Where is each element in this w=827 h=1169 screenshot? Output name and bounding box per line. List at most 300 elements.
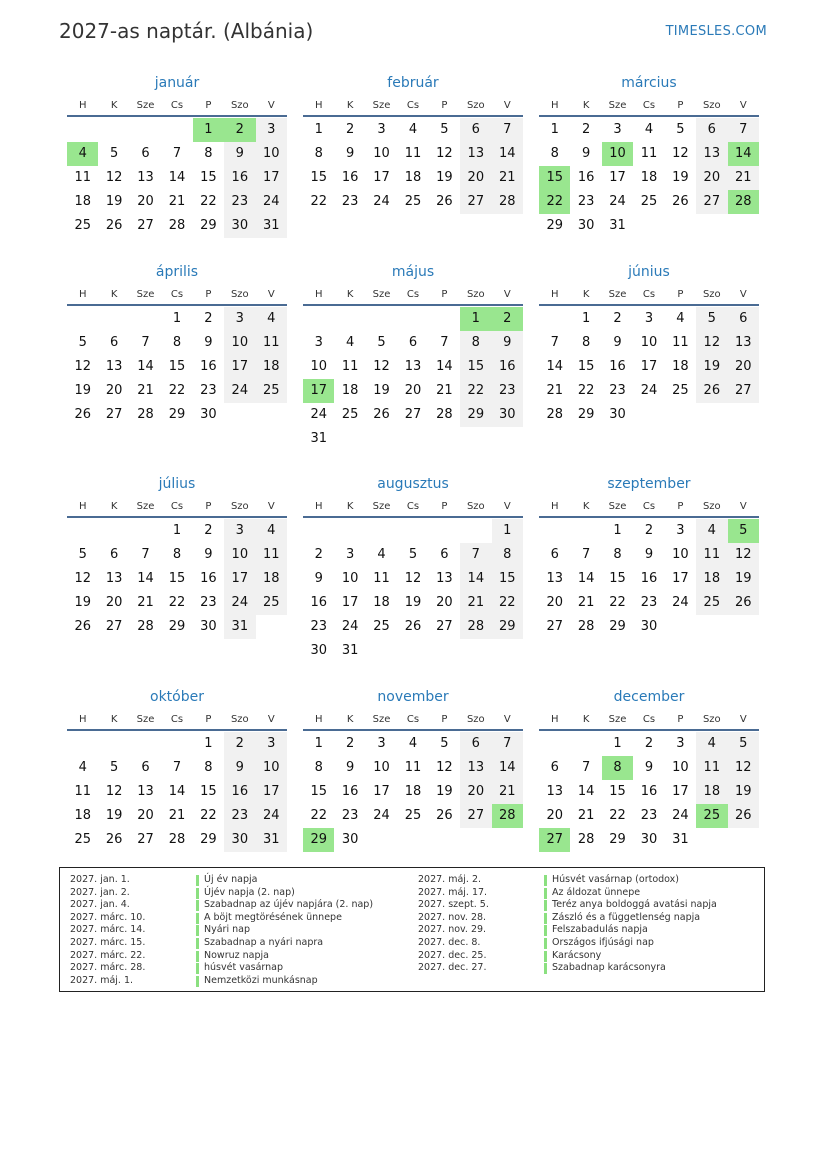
day-cell: 9: [204, 547, 213, 562]
empty-cell: [161, 118, 192, 142]
weekday-label: Cs: [642, 501, 656, 512]
weekday-label: K: [346, 289, 354, 300]
day-cell: 29: [168, 619, 186, 634]
weekday-label: Sze: [136, 100, 155, 111]
day-cell: 8: [204, 146, 213, 161]
day-cell: 29: [492, 615, 523, 639]
day-cell: 4: [408, 122, 418, 137]
day-cell: 13: [436, 571, 453, 586]
legend-holiday-name: Teréz anya boldoggá avatási napja: [552, 899, 717, 911]
empty-cell: [334, 307, 365, 331]
empty-cell: [366, 307, 397, 331]
weekday-label: V: [739, 714, 747, 725]
day-cell: 29: [200, 218, 217, 233]
legend-holiday-name: Nowruz napja: [204, 949, 269, 961]
day-cell: 31: [256, 828, 287, 852]
day-cell: 7: [172, 146, 182, 161]
day-cell: 21: [546, 383, 563, 398]
day-cell: 20: [546, 808, 563, 823]
day-cell: 25: [672, 383, 689, 398]
day-cell: 25: [696, 591, 727, 615]
day-cell: 23: [640, 808, 658, 823]
weekday-label: Sze: [608, 100, 627, 111]
day-cell: 14: [168, 170, 186, 185]
day-cell: 27: [137, 832, 154, 847]
day-cell: 11: [696, 543, 727, 567]
day-cell: 13: [404, 359, 422, 374]
day-cell: 30: [609, 407, 626, 422]
day-cell: 30: [310, 643, 327, 658]
day-cell: 29: [200, 832, 217, 847]
day-cell: 10: [672, 547, 689, 562]
day-cell: 20: [105, 383, 123, 398]
day-cell: 18: [696, 780, 727, 804]
day-cell: 18: [696, 567, 727, 591]
holiday-day-cell: 5: [728, 519, 759, 543]
weekday-label: P: [441, 714, 448, 725]
day-cell: 12: [696, 331, 727, 355]
day-cell: 6: [460, 732, 491, 756]
day-cell: 26: [373, 407, 390, 422]
month-name: október: [150, 689, 204, 705]
day-cell: 5: [440, 736, 449, 751]
day-cell: 20: [137, 194, 154, 209]
day-cell: 15: [492, 567, 523, 591]
day-cell: 9: [613, 335, 622, 350]
day-cell: 24: [224, 379, 255, 403]
day-cell: 2: [644, 523, 654, 538]
legend-item: [418, 937, 758, 950]
day-cell: 26: [696, 379, 727, 403]
day-cell: 15: [168, 571, 186, 586]
weekday-label: Szo: [466, 501, 485, 512]
day-cell: 8: [172, 547, 182, 562]
weekday-label: P: [205, 100, 212, 111]
weekday-label: H: [550, 714, 559, 725]
empty-cell: [429, 519, 460, 543]
month-szeptember: [539, 470, 759, 639]
day-cell: 2: [314, 547, 323, 562]
empty-cell: [67, 118, 98, 142]
day-cell: 21: [577, 595, 595, 610]
day-cell: 24: [256, 804, 287, 828]
day-cell: 24: [672, 595, 689, 610]
day-cell: 6: [550, 760, 559, 775]
weekday-label: Sze: [608, 714, 627, 725]
day-cell: 25: [404, 808, 422, 823]
legend-holiday-name: Szabadnap a nyári napra: [204, 936, 324, 948]
day-cell: 16: [224, 166, 255, 190]
day-cell: 16: [310, 595, 327, 610]
day-cell: 14: [577, 784, 595, 799]
empty-cell: [460, 519, 491, 543]
day-cell: 26: [672, 194, 689, 209]
brand-link[interactable]: TIMESLES.COM: [665, 24, 767, 39]
empty-cell: [98, 519, 129, 543]
day-cell: 10: [256, 756, 287, 780]
day-grid: [539, 118, 759, 238]
empty-cell: [98, 732, 129, 756]
day-cell: 7: [492, 118, 523, 142]
day-cell: 30: [200, 619, 217, 634]
day-cell: 20: [436, 595, 453, 610]
holiday-day-cell: 15: [539, 166, 570, 190]
day-cell: 29: [577, 407, 595, 422]
day-cell: 19: [105, 194, 123, 209]
day-cell: 30: [224, 828, 255, 852]
day-cell: 1: [581, 311, 591, 326]
day-cell: 26: [105, 832, 123, 847]
day-cell: 24: [373, 808, 390, 823]
weekday-label: Szo: [230, 289, 249, 300]
weekday-label: Szo: [230, 714, 249, 725]
day-cell: 18: [640, 170, 658, 185]
day-cell: 7: [460, 543, 491, 567]
day-cell: 1: [492, 519, 523, 543]
legend-date: 2027. márc. 28.: [70, 962, 146, 974]
holiday-marker: [544, 900, 547, 911]
day-cell: 6: [408, 335, 418, 350]
day-cell: 9: [204, 335, 213, 350]
day-cell: 26: [404, 619, 422, 634]
day-cell: 3: [256, 732, 287, 756]
legend-date: 2027. máj. 17.: [418, 886, 488, 898]
day-grid: [303, 519, 523, 663]
empty-cell: [130, 732, 161, 756]
day-cell: 26: [74, 407, 91, 422]
day-cell: 9: [644, 760, 654, 775]
month-name: július: [158, 476, 196, 492]
empty-cell: [539, 519, 570, 543]
day-cell: 21: [492, 166, 523, 190]
day-cell: 24: [256, 190, 287, 214]
weekday-header: [67, 711, 287, 731]
day-cell: 2: [613, 311, 622, 326]
day-cell: 13: [137, 784, 154, 799]
empty-cell: [303, 307, 334, 331]
day-cell: 19: [404, 595, 422, 610]
weekday-label: Szo: [702, 714, 721, 725]
day-cell: 7: [550, 335, 559, 350]
day-cell: 4: [696, 732, 727, 756]
day-cell: 5: [676, 122, 685, 137]
weekday-label: H: [78, 501, 87, 512]
weekday-label: Cs: [406, 501, 420, 512]
holiday-marker: [544, 925, 547, 936]
day-cell: 21: [137, 383, 154, 398]
weekday-label: P: [677, 100, 684, 111]
month-május: [303, 258, 523, 451]
day-cell: 1: [613, 736, 622, 751]
weekday-header: [303, 97, 523, 117]
day-cell: 20: [137, 808, 154, 823]
day-cell: 15: [200, 784, 217, 799]
day-cell: 6: [696, 118, 727, 142]
legend-holiday-name: Nyári nap: [204, 924, 250, 936]
day-cell: 13: [546, 784, 563, 799]
month-name: december: [613, 689, 685, 705]
day-cell: 19: [74, 383, 91, 398]
day-cell: 5: [440, 122, 449, 137]
day-cell: 23: [224, 190, 255, 214]
day-grid: [303, 732, 523, 852]
day-cell: 23: [640, 595, 658, 610]
legend-column-left: [70, 874, 410, 987]
legend-holiday-name: Országos ifjúsági nap: [552, 936, 654, 948]
weekday-header: [539, 711, 759, 731]
weekday-label: K: [346, 501, 354, 512]
weekday-label: Szo: [230, 100, 249, 111]
day-cell: 1: [314, 736, 323, 751]
legend-item: [70, 962, 410, 975]
day-cell: 20: [404, 383, 422, 398]
weekday-label: Cs: [406, 289, 420, 300]
month-október: [67, 683, 287, 852]
day-cell: 21: [492, 780, 523, 804]
weekday-label: Szo: [702, 100, 721, 111]
day-cell: 24: [224, 591, 255, 615]
month-name: február: [387, 75, 439, 91]
empty-cell: [67, 307, 98, 331]
day-cell: 6: [460, 118, 491, 142]
empty-cell: [98, 118, 129, 142]
day-cell: 5: [728, 732, 759, 756]
day-cell: 4: [644, 122, 654, 137]
day-cell: 6: [141, 760, 150, 775]
day-cell: 22: [609, 595, 626, 610]
day-grid: [67, 732, 287, 852]
day-cell: 9: [345, 146, 355, 161]
day-cell: 17: [224, 567, 255, 591]
empty-cell: [130, 519, 161, 543]
weekday-label: K: [110, 714, 118, 725]
month-name: szeptember: [607, 476, 691, 492]
day-cell: 21: [168, 194, 186, 209]
day-cell: 8: [314, 146, 323, 161]
day-grid: [539, 732, 759, 852]
day-cell: 27: [105, 619, 123, 634]
day-cell: 3: [377, 122, 386, 137]
day-cell: 28: [436, 407, 453, 422]
day-cell: 6: [141, 146, 150, 161]
legend-item: [70, 950, 410, 963]
month-name: január: [154, 75, 200, 91]
day-cell: 15: [310, 784, 327, 799]
holiday-day-cell: 27: [539, 828, 570, 852]
day-cell: 17: [640, 359, 658, 374]
weekday-label: P: [205, 501, 212, 512]
day-cell: 24: [310, 407, 327, 422]
day-cell: 10: [672, 760, 689, 775]
day-cell: 24: [672, 808, 689, 823]
day-cell: 27: [105, 407, 123, 422]
legend-item: [418, 924, 758, 937]
day-cell: 28: [492, 190, 523, 214]
day-cell: 6: [440, 547, 449, 562]
day-cell: 4: [676, 311, 685, 326]
empty-cell: [366, 519, 397, 543]
day-cell: 16: [492, 355, 523, 379]
month-június: [539, 258, 759, 427]
day-cell: 16: [609, 359, 626, 374]
month-március: [539, 69, 759, 238]
day-cell: 1: [172, 523, 182, 538]
day-cell: 23: [200, 383, 217, 398]
day-cell: 9: [644, 547, 654, 562]
weekday-label: H: [78, 289, 87, 300]
day-cell: 15: [577, 359, 595, 374]
day-cell: 5: [408, 547, 418, 562]
empty-cell: [397, 519, 428, 543]
day-cell: 18: [404, 784, 422, 799]
empty-cell: [539, 732, 570, 756]
day-cell: 8: [613, 547, 622, 562]
day-cell: 16: [341, 784, 359, 799]
day-cell: 8: [204, 760, 213, 775]
holiday-marker: [544, 951, 547, 962]
weekday-label: P: [677, 501, 684, 512]
day-cell: 10: [224, 543, 255, 567]
day-cell: 2: [644, 736, 654, 751]
day-cell: 19: [436, 784, 453, 799]
day-cell: 18: [74, 808, 91, 823]
day-cell: 14: [492, 142, 523, 166]
legend-date: 2027. márc. 22.: [70, 949, 146, 961]
day-cell: 16: [640, 784, 658, 799]
day-cell: 3: [256, 118, 287, 142]
day-cell: 6: [109, 335, 119, 350]
legend-item: [70, 912, 410, 925]
weekday-label: P: [441, 289, 448, 300]
day-cell: 17: [256, 166, 287, 190]
day-cell: 13: [137, 170, 154, 185]
day-cell: 14: [436, 359, 453, 374]
day-cell: 18: [373, 595, 390, 610]
day-cell: 5: [109, 760, 119, 775]
day-cell: 23: [341, 194, 359, 209]
day-cell: 30: [640, 832, 658, 847]
day-cell: 11: [696, 756, 727, 780]
day-cell: 13: [696, 142, 727, 166]
weekday-header: [67, 97, 287, 117]
day-cell: 21: [168, 808, 186, 823]
weekday-label: P: [677, 714, 684, 725]
day-cell: 7: [440, 335, 449, 350]
day-cell: 31: [224, 615, 255, 639]
weekday-label: P: [677, 289, 684, 300]
day-cell: 3: [676, 523, 685, 538]
day-cell: 2: [204, 523, 213, 538]
day-cell: 21: [137, 595, 154, 610]
day-cell: 19: [105, 808, 123, 823]
day-cell: 19: [728, 780, 759, 804]
holiday-marker: [196, 913, 199, 924]
day-cell: 16: [341, 170, 359, 185]
day-cell: 28: [137, 407, 154, 422]
day-cell: 13: [105, 359, 123, 374]
page-title: 2027-as naptár. (Albánia): [59, 19, 314, 43]
day-grid: [539, 519, 759, 639]
weekday-label: K: [346, 714, 354, 725]
day-cell: 12: [436, 146, 453, 161]
day-grid: [67, 307, 287, 427]
day-cell: 9: [345, 760, 355, 775]
day-cell: 6: [728, 307, 759, 331]
day-cell: 3: [377, 736, 386, 751]
day-cell: 14: [577, 571, 595, 586]
legend-item: [418, 912, 758, 925]
day-cell: 29: [609, 832, 626, 847]
legend-column-right: [418, 874, 758, 975]
weekday-label: Sze: [136, 289, 155, 300]
empty-cell: [334, 519, 365, 543]
day-cell: 31: [256, 214, 287, 238]
holiday-marker: [544, 963, 547, 974]
day-cell: 14: [460, 567, 491, 591]
empty-cell: [130, 118, 161, 142]
day-cell: 19: [74, 595, 91, 610]
holiday-marker: [544, 875, 547, 886]
legend-date: 2027. dec. 27.: [418, 962, 487, 974]
day-cell: 4: [696, 519, 727, 543]
day-cell: 10: [224, 331, 255, 355]
day-cell: 11: [404, 760, 422, 775]
weekday-header: [303, 286, 523, 306]
day-cell: 12: [105, 784, 123, 799]
month-name: november: [377, 689, 449, 705]
day-cell: 31: [310, 431, 327, 446]
day-cell: 5: [78, 547, 87, 562]
weekday-header: [539, 498, 759, 518]
day-cell: 8: [172, 335, 182, 350]
day-cell: 11: [373, 571, 390, 586]
weekday-label: P: [441, 501, 448, 512]
weekday-label: P: [205, 289, 212, 300]
legend-holiday-name: Szabadnap az újév napjára (2. nap): [204, 899, 374, 911]
legend-holiday-name: Felszabadulás napja: [552, 924, 648, 936]
day-cell: 14: [546, 359, 563, 374]
legend-item: [70, 924, 410, 937]
day-cell: 4: [78, 760, 87, 775]
day-cell: 6: [109, 547, 119, 562]
day-cell: 7: [141, 335, 150, 350]
day-cell: 9: [581, 146, 591, 161]
legend-date: 2027. nov. 29.: [418, 924, 487, 936]
day-cell: 7: [581, 547, 591, 562]
weekday-label: Cs: [170, 714, 184, 725]
day-cell: 23: [200, 595, 217, 610]
day-cell: 30: [492, 403, 523, 427]
legend-item: [418, 874, 758, 887]
day-cell: 3: [676, 736, 685, 751]
empty-cell: [570, 732, 601, 756]
day-cell: 4: [377, 547, 386, 562]
day-cell: 19: [696, 355, 727, 379]
weekday-label: V: [503, 289, 511, 300]
day-cell: 9: [224, 142, 255, 166]
holiday-marker: [196, 963, 199, 974]
weekday-label: Cs: [170, 289, 184, 300]
day-cell: 26: [436, 808, 453, 823]
day-cell: 17: [224, 355, 255, 379]
weekday-header: [303, 711, 523, 731]
day-cell: 5: [696, 307, 727, 331]
month-name: június: [628, 264, 670, 280]
weekday-label: V: [267, 714, 275, 725]
day-cell: 31: [341, 643, 359, 658]
day-cell: 27: [436, 619, 453, 634]
legend-date: 2027. jan. 2.: [70, 886, 130, 898]
